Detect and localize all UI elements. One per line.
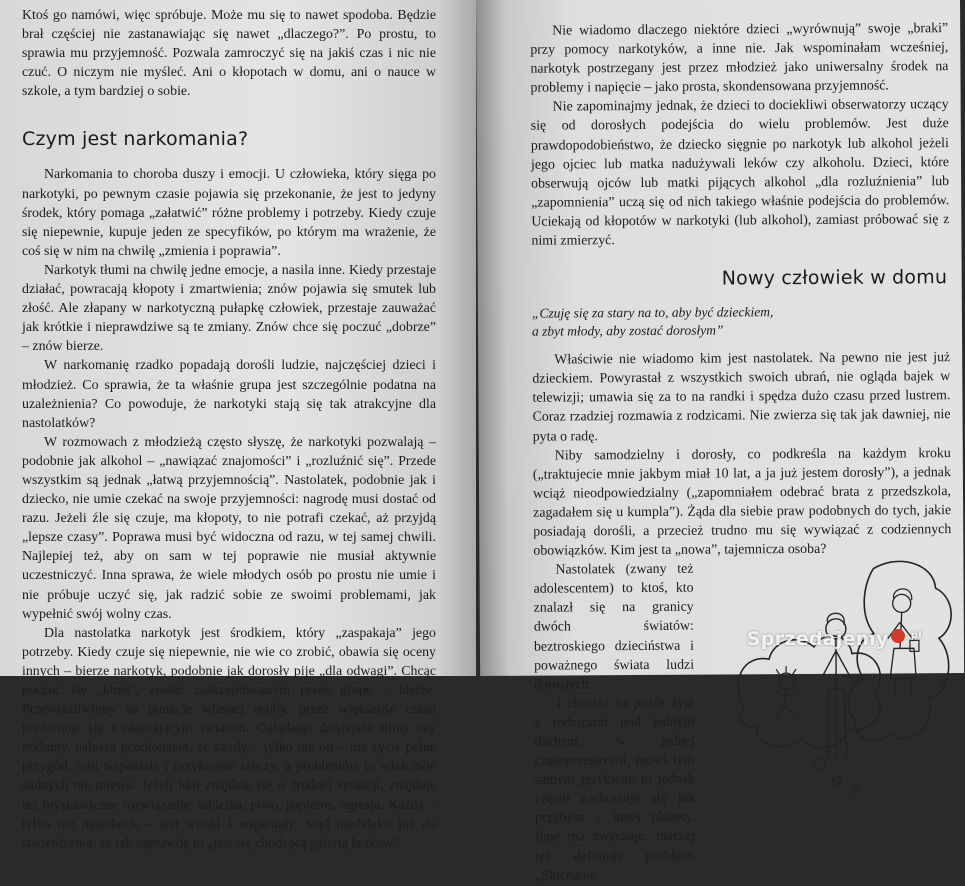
watermark-brand: Sprzedajemy: [746, 628, 889, 650]
quote-line: a zbyt młody, aby zostać dorosłym”: [531, 322, 724, 339]
bubble-dot: [814, 758, 826, 770]
woman-head: [893, 595, 911, 613]
thought-bubble-large: [847, 561, 952, 741]
child-hair: [776, 666, 796, 675]
paragraph: Dla nastolatka narkotyk jest środkiem, który „zaspakaja” jego potrzeby. Kiedy czuje się niepewnie, nie wie co zrobić, obawia się oceny innych – bierze narkotyk, podobnie jak dorosły pije „dla odwagi”. Chcąc poczuć się „kimś”, zostać zaakceptowanym przez grupę – bierze. Przewrażliwiony na punkcie własnej osoby, przez większość czasu porównuje się z otaczającym światem. Oglądając dzisiejsze filmy czy reklamy, nabiera przekonania, że każdy – tylko nie on – ma życie pełne przygód, robi wspaniałe i ryzykowne rzeczy, a problemów to właściwie żadnych nie miewa. Jeżeli idol znajdzie się w trudnej sytuacji, znajduje też błyskawiczne rozwiązanie: tabletka, piwo, papieros, agresja. Każdy – tylko nie nastolatek – jest wielki i wspaniały. Stąd niedaleko już do stwierdzenia, że tak naprawdę to „jest się chodzącą galerią braków”.: [22, 625, 436, 851]
section-heading-narkomania: Czym jest narkomania?: [22, 128, 249, 151]
narrow-text-column: [533, 560, 695, 886]
right-page: [476, 0, 964, 884]
watermark-logo: [747, 628, 922, 650]
watermark-tld: .pl: [906, 629, 922, 641]
intro-paragraph: Ktoś go namówi, więc spróbuje. Może mu się to nawet spodoba. Będzie brał częściej nie zastanawiając się nawet „dlaczego?”. Po prostu, to sprawia mu przyjemność. Pozwala zamroczyć się na jakiś czas i nic nie czuć. O niczym nie myśleć. Ani o kłopotach w domu, ani o nauce w szkole, a tym bardziej o sobie.: [22, 8, 436, 100]
thought-bubble-small: [738, 636, 881, 749]
child-head: [778, 673, 794, 689]
paragraph: I chociaż na pozór żyje z rodzicami pod jednym dachem, w jednej czasoprzestrzeni, mówi tym samym językiem, to jednak często zachowuje się jak przybysz z innej planety. Inne ma zwyczaje, inaczej też definiuje problem. „Słuchanie: [534, 695, 696, 884]
teen-body: [822, 639, 851, 759]
teenager-thought-bubble-illustration: [723, 558, 954, 799]
paragraph: Nastolatek (zwany też adolescentem) to ktoś, kto znalazł się na granicy dwóch światów: beztroskiego dzieciństwa i poważnego świata ludzi dorosłych.: [533, 561, 695, 693]
paragraph: Narkotyk tłumi na chwilę jedne emocje, a nasila inne. Kiedy przestaje działać, powracają kłopoty i zmartwienia; znów pojawia się smutek lub złość. Ale złapany w narkotyczną pułapkę człowiek, przestaje zauważać jak krótkie i nieprawdziwe są te zmiany. Znów chce się poczuć „dobrze” – znów bierze.: [22, 262, 436, 355]
quote-line: „Czuję się za stary na to, aby być dzieckiem,: [531, 304, 774, 321]
section-heading-nowy-czlowiek: Nowy człowiek w domu: [721, 266, 948, 290]
epigraph-quote: [532, 302, 950, 341]
left-page: [0, 0, 476, 851]
paragraph: Nie zapominajmy jednak, że dzieci to dociekliwi obserwatorzy uczący się od dorosłych podejścia do wielu problemów. Jest duże prawdopodobieństwo, że dziecko sięgnie po narkotyk lub alkohol jeżeli jego ojciec lub matka nadużywali leków czy alkoholu. Dzieci, które obserwują ojców lub matki pijących alkohol „dla rozluźnienia” lub „zapomnienia” uczą się od nich takiego właśnie podejścia do problemów. Uciekają od kłopotów w narkotyki (lub alkohol), zamiast próbować się z nimi zmierzyć.: [530, 97, 950, 249]
paragraph: Niby samodzielny i dorosły, co podkreśla na każdym kroku („traktujecie mnie jakbym miał 10 lat, a ja już jestem dorosły”), a jednak wciąż nieodpowiedzialny („zapomniałem odebrać brata z przedszkola, zagadałem się u kumpla”). Żąda dla siebie praw podobnych do tych, jakie posiadają dorośli, a przecież trudno mu się wywiązać z codziennych obowiązków. Kim jest ta „nowa”, tajemnicza osoba?: [532, 445, 952, 559]
bubble-dot: [852, 788, 857, 793]
paragraph: W rozmowach z młodzieżą często słyszę, że narkotyki pozwalają – podobnie jak alkohol – „nawiązać znajomości” i „rozluźnić się”. Przede wszystkim są jednak „łatwą przyjemnością”. Nastolatek, podobnie jak i dziecko, nie umie czekać na swoje przyjemności: nagrodę musi dostać od razu. Jeżeli źle się czuje, ma kłopoty, to nie potrafi czekać, aż przyjdą „lepsze czasy”. Poprawa musi być widoczna od razu, w tej samej chwili. Najlepiej też, aby on sam w tej poprawie nie musiał aktywnie uczestniczyć. Inna sprawa, że wiele młodych osób po prostu nie umie i nie próbuje uczyć się, jak radzić sobie ze swoimi problemami, jak wypełnić swój wolny czas.: [22, 434, 436, 622]
paragraph: Nie wiadomo dlaczego niektóre dzieci „wyrównują” swoje „braki” przy pomocy narkotyków, a inne nie. Jak wspominałam wcześniej, narkotyk postrzegany jest przez młodzież jako uniwersalny środek na problemy i napięcie – jako prosta, skondensowana przyjemność.: [530, 21, 949, 96]
paragraph: Właściwie nie wiadomo kim jest nastolatek. Na pewno nie jest już dzieckiem. Powyrastał z wszystkich swoich ubrań, nie ogląda bajek w telewizji; umawia się za to na randki i spędza dużo czasu przed lustrem. Coraz rzadziej rozmawia z rodzicami. Nie zwierza się tak jak dawniej, nie pyta o radę.: [532, 350, 951, 445]
paragraph: Narkomania to choroba duszy i emocji. U człowieka, który sięga po narkotyki, po pewnym czasie pojawia się przekonanie, że jest to jedyny środek, który pomaga „załatwić” różne problemy i potrzeby. Kiedy czuje się niepewnie, kupuje jeden ze specyfików, po którym ma wrażenie, że coś się w nim na chwilę „zmienia i poprawia”.: [22, 167, 436, 259]
watermark-dot-icon: [891, 629, 905, 643]
bubble-dot: [833, 777, 841, 785]
illustrated-section: [533, 558, 953, 885]
paragraph: W narkomanię rzadko popadają dorośli ludzie, najczęściej dzieci i młodzież. Co sprawia, że ta właśnie grupa jest szczególnie podatna na uzależnienia? Co powoduje, że narkotyki stają się tak atrakcyjne dla nastolatków?: [22, 358, 436, 431]
woman-body: [888, 612, 917, 698]
child-body: [774, 689, 796, 717]
